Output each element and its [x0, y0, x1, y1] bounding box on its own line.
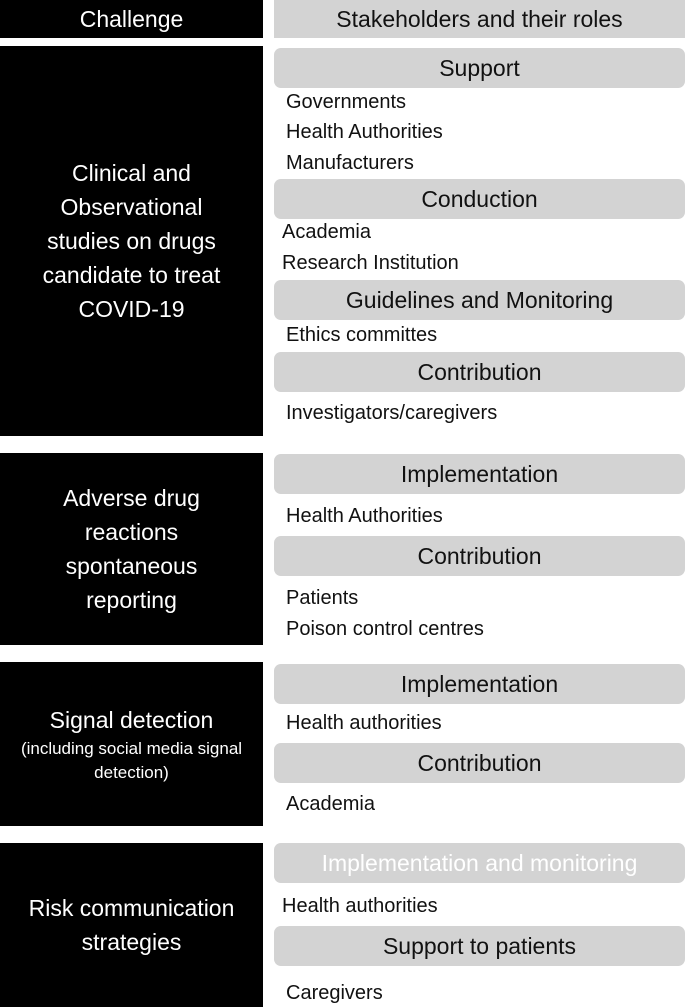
stakeholder-manufacturers: Manufacturers — [286, 152, 414, 174]
challenge-risk-communication — [0, 843, 263, 1007]
stakeholders-column-header: Stakeholders and their roles — [274, 0, 685, 38]
role-support-to-patients: Support to patients — [274, 926, 685, 966]
role-implementation: Implementation — [274, 454, 685, 494]
role-contribution: Contribution — [274, 536, 685, 576]
stakeholder-research-institution: Research Institution — [282, 252, 459, 274]
stakeholder-ethics-committes: Ethics committes — [286, 324, 438, 346]
stakeholder-caregivers: Caregivers — [286, 982, 383, 1004]
challenge-adverse-drug-reactions-label: Adverse drug reactions spontaneous reporting — [63, 485, 200, 613]
stakeholder-health-authorities: Health Authorities — [286, 505, 443, 527]
stakeholder-health-authorities: Health authorities — [286, 712, 442, 734]
stakeholder-health-authorities: Health Authorities — [286, 121, 443, 143]
challenge-adverse-drug-reactions — [0, 453, 263, 645]
stakeholder-academia: Academia — [286, 793, 375, 815]
stakeholder-governments: Governments — [286, 91, 407, 113]
challenge-signal-detection-label: Signal detection — [49, 707, 214, 733]
role-guidelines-monitoring: Guidelines and Monitoring — [274, 280, 685, 320]
stakeholder-academia: Academia — [282, 221, 371, 243]
role-contribution: Contribution — [274, 743, 685, 783]
role-support: Support — [274, 48, 685, 88]
stakeholder-poison-control-centres: Poison control centres — [286, 618, 484, 640]
role-implementation: Implementation — [274, 664, 685, 704]
challenge-signal-detection — [0, 662, 263, 826]
challenge-clinical-studies-label: Clinical and Observational studies on drugs candidate to treat COVID-19 — [42, 160, 221, 322]
stakeholder-investigators-caregivers: Investigators/caregivers — [286, 402, 498, 424]
role-contribution: Contribution — [274, 352, 685, 392]
role-implementation-monitoring: Implementation and monitoring — [274, 843, 685, 883]
challenge-column-header: Challenge — [0, 0, 263, 38]
stakeholder-patients: Patients — [286, 587, 359, 609]
challenge-signal-detection-note: (including social media signal detection) — [20, 739, 243, 782]
challenge-clinical-studies — [0, 46, 263, 436]
challenge-risk-communication-label: Risk communication strategies — [28, 895, 235, 955]
stakeholder-health-authorities: Health authorities — [282, 895, 438, 917]
role-conduction: Conduction — [274, 179, 685, 219]
